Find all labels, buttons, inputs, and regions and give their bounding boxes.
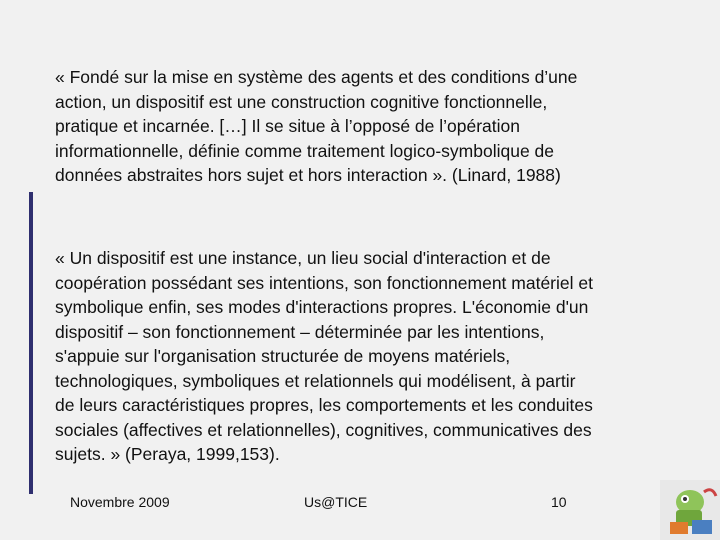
quote-peraya: « Un dispositif est une instance, un lieu social d'interaction et de coopération possédant ses intentions, son fonctionnement matériel et symbolique enfin, ses modes d'interactions propres. L'économie d'un dispositif – son fonctionnement – déterminée par les intentions, s'appuie sur l'organisation structurée de moyens matériels, technologiques, symboliques et relationnels qui modélisent, à partir de leurs caractéristiques propres, les comportements et les conduites sociales (affectives et relationnelles), cognitives, communicatives des sujets. » (Peraya, 1999,153).: [55, 248, 593, 464]
accent-vertical-bar: [29, 192, 33, 494]
footer-organization: Us@TICE: [304, 494, 368, 510]
mascot-logo-icon: [660, 480, 720, 540]
quote-linard: « Fondé sur la mise en système des agents et des conditions d’une action, un dispositif est une construction cognitive fonctionnelle, pratique et incarnée. […] Il se situe à l’opposé de l’opération informationnelle, définie comme traitement logico-symbolique de données abstraites hors sujet et hors interaction ». (Linard, 1988): [55, 67, 578, 185]
footer-page-number: 10: [551, 494, 567, 510]
footer-date: Novembre 2009: [70, 494, 170, 510]
